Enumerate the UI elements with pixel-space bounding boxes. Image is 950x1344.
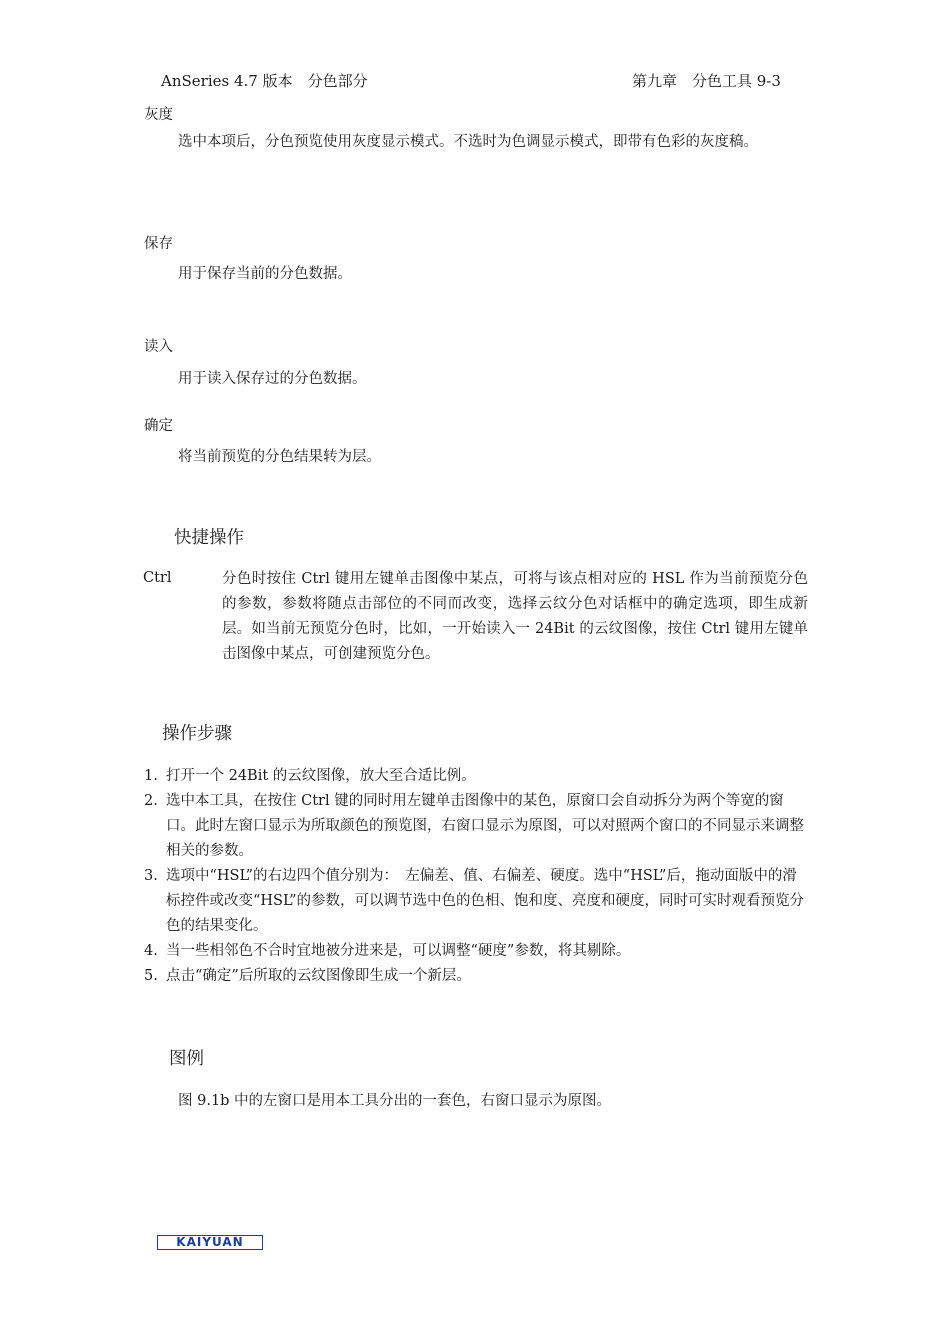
step-number: 4. [144,943,158,959]
shortcut-key: Ctrl [143,570,172,586]
confirm-desc: 将当前预览的分色结果转为层。 [178,449,381,465]
header-right: 第九章 分色工具 9-3 [632,72,781,90]
list-item [144,789,810,864]
step-text: 打开一个 24Bit 的云纹图像，放大至合适比例。 [166,768,476,784]
steps-list [144,764,810,989]
grayscale-term: 灰度 [144,107,173,123]
step-text: 当一些相邻色不合时宜地被分进来是，可以调整“硬度”参数，将其剔除。 [166,943,631,959]
step-number: 3. [144,868,158,884]
header-left: AnSeries 4.7 版本 分色部分 [161,72,368,90]
save-desc: 用于保存当前的分色数据。 [178,266,352,282]
step-text: 点击“确定”后所取的云纹图像即生成一个新层。 [166,968,471,984]
steps-heading: 操作步骤 [162,724,232,744]
step-number: 5. [144,968,158,984]
step-text: 选项中“HSL”的右边四个值分别为： 左偏差、值、右偏差、硬度。选中“HSL”后，拖动面版中的滑标控件或改变“HSL”的参数，可以调节选中色的色相、饱和度、亮度和硬度，同时可实时观看预览分色的结果变化。 [166,868,805,934]
load-term: 读入 [144,339,173,355]
step-number: 2. [144,793,158,809]
load-desc: 用于读入保存过的分色数据。 [178,371,367,387]
list-item [144,864,810,939]
legend-heading: 图例 [169,1049,204,1069]
save-term: 保存 [144,236,173,252]
shortcuts-heading: 快捷操作 [174,528,244,548]
step-text: 选中本工具，在按住 Ctrl 键的同时用左键单击图像中的某色，原窗口会自动拆分为两个等宽的窗口。此时左窗口显示为所取颜色的预览图，右窗口显示为原图，可以对照两个窗口的不同显示来调整相关的参数。 [166,793,804,859]
grayscale-desc: 选中本项后，分色预览使用灰度显示模式。不选时为色调显示模式，即带有色彩的灰度稿。 [178,134,758,150]
legend-text: 图 9.1b 中的左窗口是用本工具分出的一套色，右窗口显示为原图。 [178,1093,612,1109]
step-number: 1. [144,768,158,784]
shortcut-desc: 分色时按住 Ctrl 键用左键单击图像中某点，可将与该点相对应的 HSL 作为当前预览分色的参数，参数将随点击部位的不同而改变，选择云纹分色对话框中的确定选项，即生成新层。如当前无预览分色时，比如，一开始读入一 24Bit 的云纹图像，按住 Ctrl 键用左键单击图像中某点，可创建预览分色。 [222,571,808,662]
list-item [144,939,810,964]
list-item [144,764,810,789]
kaiyuan-logo: KAIYUAN [157,1235,263,1250]
list-item [144,964,810,989]
confirm-term: 确定 [144,418,173,434]
